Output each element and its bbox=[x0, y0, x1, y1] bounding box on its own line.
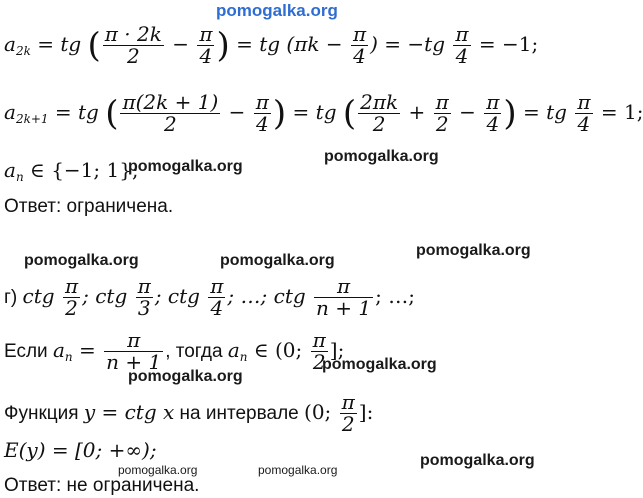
fraction: $\frac{\pi}{n + 1}$ bbox=[316, 274, 372, 320]
subscript: 2k bbox=[15, 44, 31, 58]
expr: = 1; bbox=[594, 100, 643, 124]
fraction: $\frac{\pi}{4}$ bbox=[352, 22, 367, 68]
equation-a2k bbox=[4, 24, 538, 67]
expr: = −1; bbox=[472, 32, 539, 56]
watermark: pomogalka.org bbox=[118, 463, 198, 477]
op: − bbox=[452, 100, 483, 124]
subscript: 2k+1 bbox=[15, 112, 49, 126]
expr: = tg bbox=[30, 32, 88, 56]
set-result: $a_n$ ∈ {−1; 1}; bbox=[4, 158, 139, 184]
fraction: $\frac{\pi}{4}$ bbox=[486, 90, 500, 136]
fraction: $\frac{\pi \cdot 2k}{2}$ bbox=[104, 22, 162, 68]
paren: ( bbox=[342, 93, 357, 134]
answer-bounded: Ответ: ограничена. bbox=[4, 196, 174, 217]
paren: ) bbox=[216, 25, 230, 66]
fraction: $\frac{\pi}{4}$ bbox=[210, 274, 224, 320]
equation-a2k1 bbox=[4, 92, 643, 135]
fraction: $\frac{\pi}{4}$ bbox=[199, 22, 213, 68]
paren: ( bbox=[87, 25, 101, 66]
watermark: pomogalka.org bbox=[24, 252, 139, 269]
watermark: pomogalka.org bbox=[220, 252, 335, 269]
watermark: pomogalka.org bbox=[324, 148, 439, 165]
expr: = tg bbox=[286, 100, 343, 124]
watermark: pomogalka.org bbox=[420, 452, 535, 469]
op: − bbox=[165, 32, 196, 56]
fraction: $\frac{\pi}{2}$ bbox=[312, 328, 326, 374]
fraction: $\frac{\pi}{4}$ bbox=[455, 22, 469, 68]
range-statement: E(y) = [0; +∞); bbox=[4, 438, 157, 462]
fraction: $\frac{\pi}{2}$ bbox=[435, 90, 449, 136]
paren: ) bbox=[272, 93, 287, 134]
watermark: pomogalka.org bbox=[416, 242, 531, 259]
watermark: pomogalka.org bbox=[258, 463, 338, 477]
op: − bbox=[222, 100, 252, 124]
fraction: $\frac{\pi}{3}$ bbox=[137, 274, 151, 320]
fraction: $\frac{\pi}{4}$ bbox=[255, 90, 269, 136]
expr: = tg (πk − bbox=[229, 32, 349, 56]
var-a: a bbox=[4, 32, 16, 56]
watermark-top: pomogalka.org bbox=[216, 1, 338, 20]
fraction: $\frac{\pi}{n + 1}$ bbox=[106, 328, 162, 374]
watermark: pomogalka.org bbox=[128, 368, 243, 385]
watermark: pomogalka.org bbox=[322, 356, 437, 373]
if-statement: Если $a_n$ = $\frac{\pi}{n + 1}$ , тогда $a_n$ ∈ (0; $\frac{\pi}{2}$ ]; bbox=[4, 328, 345, 374]
answer-unbounded: Ответ: не ограничена. bbox=[4, 475, 200, 496]
fraction: $\frac{2\pi k}{2}$ bbox=[360, 90, 399, 136]
op: + bbox=[402, 100, 432, 124]
fraction: $\frac{\pi(2k + 1)}{2}$ bbox=[122, 90, 219, 136]
watermark: pomogalka.org bbox=[128, 158, 243, 175]
fraction: $\frac{\pi}{4}$ bbox=[577, 90, 591, 136]
fraction: $\frac{\pi}{2}$ bbox=[64, 274, 79, 320]
expr: = tg bbox=[516, 100, 574, 124]
paren: ) bbox=[503, 93, 517, 134]
function-statement: Функция y = ctg x на интервале (0; $\frac{\pi}{2}$ ]: bbox=[4, 390, 374, 436]
var-a: a bbox=[4, 100, 16, 124]
paren: ( bbox=[105, 93, 119, 134]
expr: ) = −tg bbox=[370, 32, 452, 56]
expr: = tg bbox=[48, 100, 106, 124]
fraction: $\frac{\pi}{2}$ bbox=[341, 390, 355, 436]
sequence-g: г) ctg $\frac{\pi}{2}$ ; ctg $\frac{\pi}{3}$ ; ctg $\frac{\pi}{4}$ ; …; ctg $\frac{\pi}{n + 1}$ ; …; bbox=[4, 274, 415, 320]
